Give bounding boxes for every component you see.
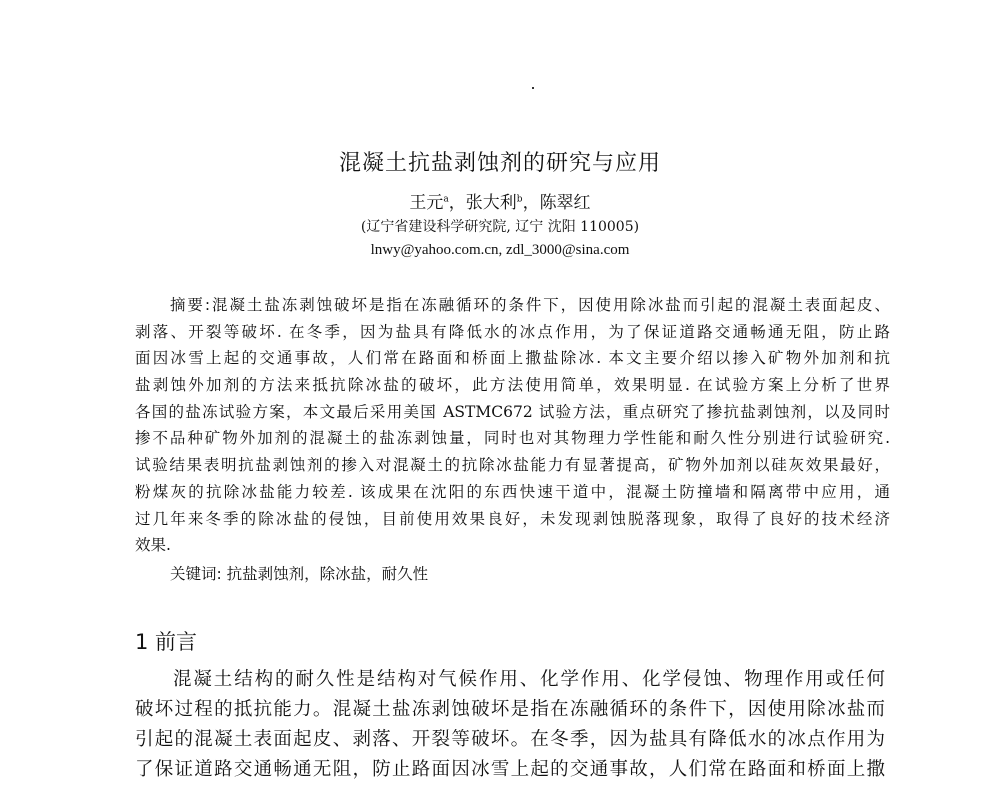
- body-line: 了保证道路交通畅通无阻，防止路面因冰雪上起的交通事故，人们常在路面和桥面上撒: [135, 759, 885, 780]
- keywords-label: 关键词:: [170, 565, 222, 583]
- abstract-text: 混凝土盐冻剥蚀破坏是指在冻融循环的条件下，因使用除冰盐而引起的混凝土表面起皮、: [210, 296, 890, 314]
- abstract-line: 试验结果表明抗盐剥蚀剂的掺入对混凝土的抗除冰盐能力有显著提高，矿物外加剂以硅灰效果最好，: [135, 456, 890, 475]
- affiliation: (辽宁省建设科学研究院, 辽宁 沈阳 110005): [360, 219, 640, 235]
- abstract-line: 剥落、开裂等破坏. 在冬季，因为盐具有降低水的冰点作用，为了保证道路交通畅通无阻，防止路: [135, 322, 890, 341]
- body-line: 引起的混凝土表面起皮、剥落、开裂等破坏。在冬季，因为盐具有降低水的冰点作用为: [135, 729, 885, 750]
- abstract-line: 盐剥蚀外加剂的方法来抵抗除冰盐的破坏，此方法使用简单，效果明显. 在试验方案上分析了世界: [135, 376, 890, 395]
- author-name: 张大利: [465, 193, 517, 213]
- keywords: [170, 562, 428, 584]
- author-emails: lnwy@yahoo.com.cn, zdl_3000@sina.com: [370, 242, 630, 258]
- abstract-line: 过几年来冬季的除冰盐的侵蚀，目前使用效果良好，未发现剥蚀脱落现象，取得了良好的技术经济: [135, 509, 890, 528]
- abstract-line: [135, 292, 890, 319]
- abstract-line: 掺不品种矿物外加剂的混凝土的盐冻剥蚀量，同时也对其物理力学性能和耐久性分别进行试验研究.: [135, 429, 890, 448]
- body-line: 破坏过程的抵抗能力。混凝土盐冻剥蚀破坏是指在冻融循环的条件下，因使用除冰盐而: [135, 699, 885, 720]
- author-name: 王元: [409, 193, 444, 213]
- author-separator: ，: [522, 193, 540, 213]
- author-mark: a: [443, 194, 449, 205]
- abstract-line: 面因冰雪上起的交通事故，人们常在路面和桥面上撒盐除冰. 本文主要介绍以掺入矿物外加剂和抗: [135, 349, 890, 368]
- author-list: [0, 188, 1000, 213]
- section-heading: 1 前言: [135, 630, 198, 654]
- abstract-line: 粉煤灰的抗除冰盐能力较差. 该成果在沈阳的东西快速干道中，混凝土防撞墙和隔离带中应用，通: [135, 482, 890, 501]
- abstract-line: 各国的盐冻试验方案，本文最后采用美国 ASTMC672 试验方法，重点研究了掺抗盐剥蚀剂，以及同时: [135, 402, 890, 421]
- section-body: [135, 665, 885, 785]
- author-mark: b: [516, 194, 523, 205]
- body-line: 混凝土结构的耐久性是结构对气候作用、化学作用、化学侵蚀、物理作用或任何: [173, 669, 885, 690]
- abstract: [135, 292, 890, 559]
- paper-title: 混凝土抗盐剥蚀剂的研究与应用: [338, 151, 661, 176]
- scan-speck: [532, 87, 534, 89]
- abstract-line: 效果.: [135, 536, 171, 555]
- author-name: 陈翠红: [539, 193, 591, 213]
- author-separator: ，: [448, 193, 466, 213]
- abstract-label: 摘要:: [170, 296, 211, 314]
- keywords-text: 抗盐剥蚀剂，除冰盐，耐久性: [226, 565, 429, 583]
